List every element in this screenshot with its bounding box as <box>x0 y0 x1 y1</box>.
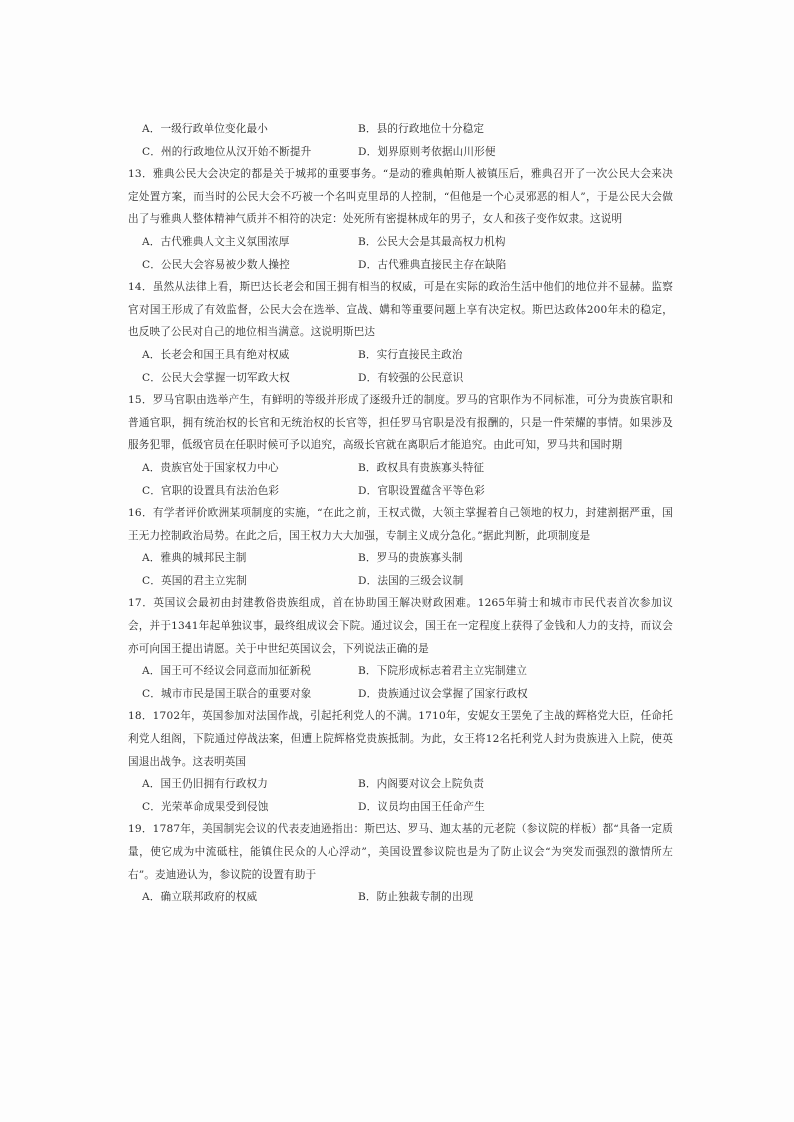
option-b: B．下院形成标志着君主立宪制建立 <box>358 665 528 678</box>
question-13-text: 13．雅典公民大会决定的都是关于城邦的重要事务。“是动的雅典帕斯人被镇压后，雅典召开了一次公民大会来决定处置方案，而当时的公民大会不巧被一个名叫克里昂的人控制，“但他是一个心灵邪恶的相人”，于是公民大会做出了与雅典人整体精神气质并不相符的决定：处死所有密提林成年的男子，女人和孩子变作奴隶。这说明 <box>128 168 673 226</box>
option-b: B．防止独裁专制的出现 <box>358 891 474 904</box>
option-row <box>128 367 673 390</box>
option-c: C．光荣革命成果受到侵蚀 <box>142 800 269 813</box>
option-d: D．划界原则考依据山川形便 <box>358 145 496 158</box>
option-a: A．贵族官处于国家权力中心 <box>142 461 279 474</box>
option-d: D．古代雅典直接民主存在缺陷 <box>358 258 507 271</box>
option-d: D．议员均由国王任命产生 <box>358 800 485 813</box>
option-a: A．雅典的城邦民主制 <box>142 552 247 565</box>
option-a: A．古代雅典人文主义氛围浓厚 <box>142 235 290 248</box>
option-row <box>128 231 673 254</box>
option-d: D．有较强的公民意识 <box>358 371 464 384</box>
option-row <box>128 344 673 367</box>
option-a: A．国王仍旧拥有行政权力 <box>142 778 268 791</box>
question-15-text: 15．罗马官职由选举产生，有鲜明的等级并形成了逐级升迁的制度。罗马的官职作为不同标准，可分为贵族官职和普通官职，拥有统治权的长官和无统治权的长官等，担任罗马官职是没有报酬的，只是一件荣耀的事情。如果涉及服务犯罪，低级官员在任职时候可予以追究，高级长官就在离职后才能追究。由此可知，罗马共和国时期 <box>128 394 673 452</box>
option-row <box>128 773 673 796</box>
question-list <box>128 118 673 909</box>
option-row <box>128 457 673 480</box>
option-d: D．贵族通过议会掌握了国家行政权 <box>358 687 528 700</box>
option-a: A．国王可不经议会同意而加征新税 <box>142 665 311 678</box>
option-c: C．公民大会容易被少数人操控 <box>142 258 290 271</box>
option-row <box>128 141 673 164</box>
option-b: B．内阁要对议会上院负责 <box>358 778 485 791</box>
option-row <box>128 547 673 570</box>
option-c: C．城市市民是国王联合的重要对象 <box>142 687 312 700</box>
option-b: B．实行直接民主政治 <box>358 348 463 361</box>
option-c: C．英国的君主立宪制 <box>142 574 247 587</box>
question-18-text: 18．1702年，英国参加对法国作战，引起托利党人的不满。1710年，安妮女王罢免了主战的辉格党大臣，任命托利党人组阁，下院通过停战法案，但遭上院辉格党贵族抵制。为此，女王将12名托利党人封为贵族进入上院，使英国退出战争。这表明英国 <box>128 710 673 768</box>
option-b: B．县的行政地位十分稳定 <box>358 123 485 135</box>
option-row <box>128 683 673 706</box>
option-row <box>128 886 673 909</box>
option-a: A．长老会和国王具有绝对权威 <box>142 348 290 361</box>
option-c: C．公民大会掌握一切军政大权 <box>142 371 290 384</box>
question-14-text: 14．虽然从法律上看，斯巴达长老会和国王拥有相当的权威，可是在实际的政治生活中他们的地位并不显赫。监察官对国王形成了有效监督，公民大会在选举、宣战、媾和等重要问题上享有决定权。斯巴达政体200年未的稳定，也反映了公民对自己的地位相当满意。这说明斯巴达 <box>128 281 673 339</box>
option-d: D．官职设置蕴含平等色彩 <box>358 484 485 497</box>
option-b: B．公民大会是其最高权力机构 <box>358 235 506 248</box>
option-row <box>128 796 673 819</box>
option-row <box>128 254 673 277</box>
option-row <box>128 660 673 683</box>
option-c: C．州的行政地位从汉开始不断提升 <box>142 145 312 158</box>
option-a: A．确立联邦政府的权威 <box>142 891 258 904</box>
option-row <box>128 118 673 141</box>
question-19-text: 19．1787年，美国制宪会议的代表麦迪逊指出：斯巴达、罗马、迦太基的元老院（参议院的样板）都“具备一定质量，使它成为中流砥柱，能镇住民众的人心浮动”，美国设置参议院也是为了防止议会“为突发而强烈的激情所左右”。麦迪逊认为，参议院的设置有助于 <box>128 823 673 881</box>
option-row <box>128 570 673 593</box>
option-b: B．罗马的贵族寡头制 <box>358 552 463 565</box>
option-b: B．政权具有贵族寡头特征 <box>358 461 485 474</box>
option-a: A．一级行政单位变化最小 <box>142 123 268 135</box>
option-d: D．法国的三级会议制 <box>358 574 464 587</box>
option-c: C．官职的设置具有法治色彩 <box>142 484 280 497</box>
option-row <box>128 480 673 503</box>
question-17-text: 17．英国议会最初由封建教俗贵族组成，首在协助国王解决财政困难。1265年骑士和城市市民代表首次参加议会，并于1341年起单独议事，最终组成议会下院。通过议会，国王在一定程度上获得了金钱和人力的支持，而议会亦可向国王提出请愿。关于中世纪英国议会，下列说法正确的是 <box>128 597 673 655</box>
question-16-text: 16．有学者评价欧洲某项制度的实施，“在此之前，王权式微，大领主掌握着自己领地的权力，封建割据严重，国王无力控制政治局势。在此之后，国王权力大大加强，专制主义成分急化。”据此判断，此项制度是 <box>128 507 673 542</box>
